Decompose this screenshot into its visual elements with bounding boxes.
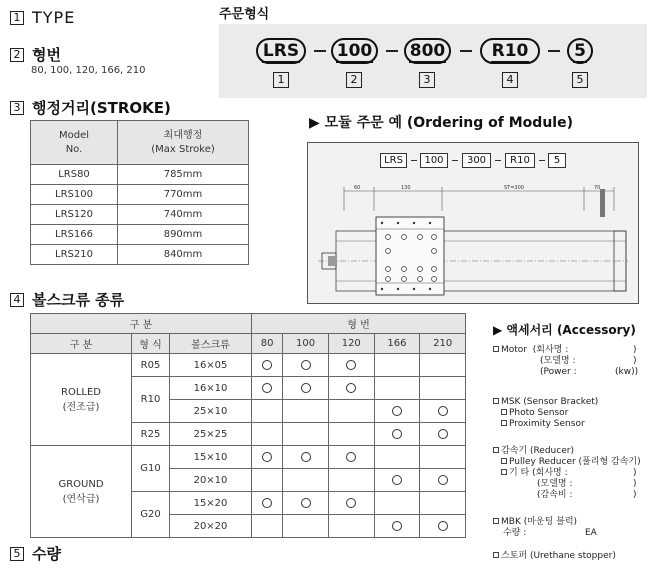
availability-cell <box>283 377 329 400</box>
table-cell: 20×20 <box>170 515 252 538</box>
order-part-screw: R10 <box>480 38 540 64</box>
example-dash <box>539 160 545 161</box>
availability-mark <box>262 498 272 508</box>
availability-cell <box>328 492 374 515</box>
order-form-title: 주문형식 <box>219 7 270 22</box>
table-cell: G20 <box>132 492 170 538</box>
availability-mark <box>438 475 448 485</box>
order-part-model: 100 <box>331 38 378 64</box>
availability-cell <box>252 446 283 469</box>
table-cell: LRS80 <box>31 165 118 185</box>
screw-class-ground: GROUND (연삭급) <box>31 446 132 538</box>
screw-header-group: 형 번 <box>252 314 466 334</box>
order-part-number: 2 <box>346 72 362 88</box>
table-cell: 890mm <box>118 225 249 245</box>
table-cell: 15×10 <box>170 446 252 469</box>
order-part-series: LRS <box>256 38 306 64</box>
availability-mark <box>301 498 311 508</box>
dim-label: ST=300 <box>504 185 524 191</box>
screw-table <box>30 313 466 538</box>
availability-mark <box>301 383 311 393</box>
availability-cell <box>283 515 329 538</box>
table-row <box>31 354 466 377</box>
order-part-stroke: 800 <box>404 38 451 64</box>
screw-header-model: 100 <box>283 334 329 354</box>
order-part-number: 5 <box>572 72 588 88</box>
availability-cell <box>283 492 329 515</box>
order-part-number: 3 <box>419 72 435 88</box>
availability-cell <box>252 469 283 492</box>
table-cell: LRS120 <box>31 205 118 225</box>
availability-mark <box>346 452 356 462</box>
table-cell: 16×05 <box>170 354 252 377</box>
stroke-header-model: Model No. <box>31 121 118 165</box>
availability-cell <box>374 377 420 400</box>
checkbox[interactable] <box>501 458 507 464</box>
order-dash <box>460 50 472 52</box>
availability-cell <box>420 469 466 492</box>
dim-label: 70 <box>594 185 601 191</box>
screw-header-model: 210 <box>420 334 466 354</box>
table-row <box>31 165 249 185</box>
availability-cell <box>252 515 283 538</box>
accessory-stopper: 스토퍼 (Urethane stopper) <box>493 551 643 562</box>
table-row <box>31 185 249 205</box>
availability-cell <box>374 400 420 423</box>
checkbox[interactable] <box>493 552 499 558</box>
availability-cell <box>420 446 466 469</box>
section-number: 5 <box>10 547 24 561</box>
checkbox[interactable] <box>493 346 499 352</box>
example-part: 100 <box>420 153 448 168</box>
example-dash <box>411 160 417 161</box>
section-quantity-title <box>10 543 61 564</box>
availability-mark <box>262 383 272 393</box>
screw-class-rolled: ROLLED (전조급) <box>31 354 132 446</box>
availability-cell <box>420 515 466 538</box>
availability-cell <box>374 354 420 377</box>
order-form-box <box>219 24 647 98</box>
checkbox[interactable] <box>501 409 507 415</box>
availability-cell <box>328 469 374 492</box>
availability-cell <box>420 377 466 400</box>
table-cell: 15×20 <box>170 492 252 515</box>
order-part-number: 1 <box>273 72 289 88</box>
availability-cell <box>328 377 374 400</box>
table-row <box>31 225 249 245</box>
availability-mark <box>262 452 272 462</box>
availability-mark <box>438 429 448 439</box>
section-number: 3 <box>10 101 24 115</box>
checkbox[interactable] <box>501 469 507 475</box>
availability-mark <box>346 360 356 370</box>
table-cell: 770mm <box>118 185 249 205</box>
table-cell: 25×10 <box>170 400 252 423</box>
availability-cell <box>328 354 374 377</box>
accessory-mbk: MBK (마운팅 블럭) 수량 : EA <box>493 517 643 539</box>
availability-cell <box>420 492 466 515</box>
availability-cell <box>283 400 329 423</box>
table-cell: 16×10 <box>170 377 252 400</box>
example-part: 300 <box>462 153 491 168</box>
order-dash <box>386 50 398 52</box>
section-number: 4 <box>10 293 24 307</box>
table-cell: 785mm <box>118 165 249 185</box>
availability-cell <box>283 469 329 492</box>
availability-mark <box>392 406 402 416</box>
availability-cell <box>252 423 283 446</box>
availability-cell <box>374 446 420 469</box>
table-row <box>31 245 249 265</box>
table-row <box>31 205 249 225</box>
section-model-title <box>10 44 61 65</box>
availability-mark <box>392 521 402 531</box>
section-title: TYPE <box>32 8 76 27</box>
dim-label: 60 <box>354 185 361 191</box>
availability-cell <box>252 400 283 423</box>
screw-header-type: 형 식 <box>132 334 170 354</box>
table-row <box>31 446 466 469</box>
table-cell: 740mm <box>118 205 249 225</box>
table-cell: 25×25 <box>170 423 252 446</box>
accessory-msk: MSK (Sensor Bracket) Photo Sensor Proximity Sensor <box>493 397 643 430</box>
section-stroke-title <box>10 97 171 118</box>
availability-mark <box>438 406 448 416</box>
availability-cell <box>374 492 420 515</box>
availability-cell <box>252 492 283 515</box>
availability-cell <box>420 354 466 377</box>
screw-header-model: 166 <box>374 334 420 354</box>
availability-cell <box>283 446 329 469</box>
checkbox[interactable] <box>493 398 499 404</box>
stroke-table <box>30 120 249 265</box>
order-dash <box>548 50 560 52</box>
module-drawing <box>307 142 639 304</box>
order-dash <box>314 50 326 52</box>
table-cell: G10 <box>132 446 170 492</box>
section-title: 형번 <box>32 46 61 64</box>
availability-cell <box>328 423 374 446</box>
table-cell: LRS210 <box>31 245 118 265</box>
example-dash <box>495 160 501 161</box>
order-part-number: 4 <box>502 72 518 88</box>
checkbox[interactable] <box>501 420 507 426</box>
example-title: ▶ 모듈 주문 예 (Ordering of Module) <box>309 115 573 131</box>
availability-cell <box>420 423 466 446</box>
section-type-title <box>10 8 75 27</box>
screw-header-model: 80 <box>252 334 283 354</box>
screw-header-model: 120 <box>328 334 374 354</box>
availability-cell <box>374 469 420 492</box>
table-cell: 840mm <box>118 245 249 265</box>
availability-mark <box>301 360 311 370</box>
availability-mark <box>262 360 272 370</box>
checkbox[interactable] <box>493 518 499 524</box>
section-title: 행정거리(STROKE) <box>32 99 171 117</box>
stroke-header-max: 최대행정 (Max Stroke) <box>118 121 249 165</box>
model-values: 80, 100, 120, 166, 210 <box>31 65 146 76</box>
order-part-quantity: 5 <box>567 38 593 64</box>
table-cell: R25 <box>132 423 170 446</box>
table-cell: LRS100 <box>31 185 118 205</box>
example-part: 5 <box>548 153 566 168</box>
dim-label: 130 <box>401 185 411 191</box>
availability-cell <box>252 354 283 377</box>
table-cell: 20×10 <box>170 469 252 492</box>
example-dash <box>452 160 458 161</box>
section-number: 1 <box>10 11 24 25</box>
screw-header-screw: 볼스크류 <box>170 334 252 354</box>
availability-cell <box>252 377 283 400</box>
availability-cell <box>328 515 374 538</box>
section-number: 2 <box>10 48 24 62</box>
table-cell: R05 <box>132 354 170 377</box>
table-cell: R10 <box>132 377 170 423</box>
availability-mark <box>438 521 448 531</box>
example-part: LRS <box>380 153 407 168</box>
section-screw-title <box>10 289 124 310</box>
availability-cell <box>374 515 420 538</box>
availability-mark <box>346 498 356 508</box>
availability-mark <box>392 475 402 485</box>
accessory-title: ▶ 액세서리 (Accessory) <box>493 323 636 337</box>
module-drawing-svg <box>308 171 638 303</box>
availability-mark <box>346 383 356 393</box>
screw-header-gubun: 구 분 <box>31 334 132 354</box>
table-cell: LRS166 <box>31 225 118 245</box>
accessory-motor: Motor (회사명 : ) (모델명 : ) (Power : (kw)) <box>493 345 643 378</box>
availability-cell <box>328 400 374 423</box>
screw-table-body <box>31 354 466 538</box>
availability-cell <box>283 354 329 377</box>
availability-mark <box>392 429 402 439</box>
section-title: 수량 <box>32 545 61 563</box>
screw-header-group: 구 분 <box>31 314 252 334</box>
availability-cell <box>283 423 329 446</box>
section-title: 볼스크류 종류 <box>32 291 125 309</box>
availability-cell <box>328 446 374 469</box>
availability-cell <box>420 400 466 423</box>
example-part: R10 <box>505 153 535 168</box>
availability-mark <box>301 452 311 462</box>
checkbox[interactable] <box>493 447 499 453</box>
accessory-reducer: 감속기 (Reducer) Pulley Reducer (풀리형 감속기) 기 타 (회사명 : ) (모델명 : ) (감속비 : ) <box>493 446 643 501</box>
availability-cell <box>374 423 420 446</box>
